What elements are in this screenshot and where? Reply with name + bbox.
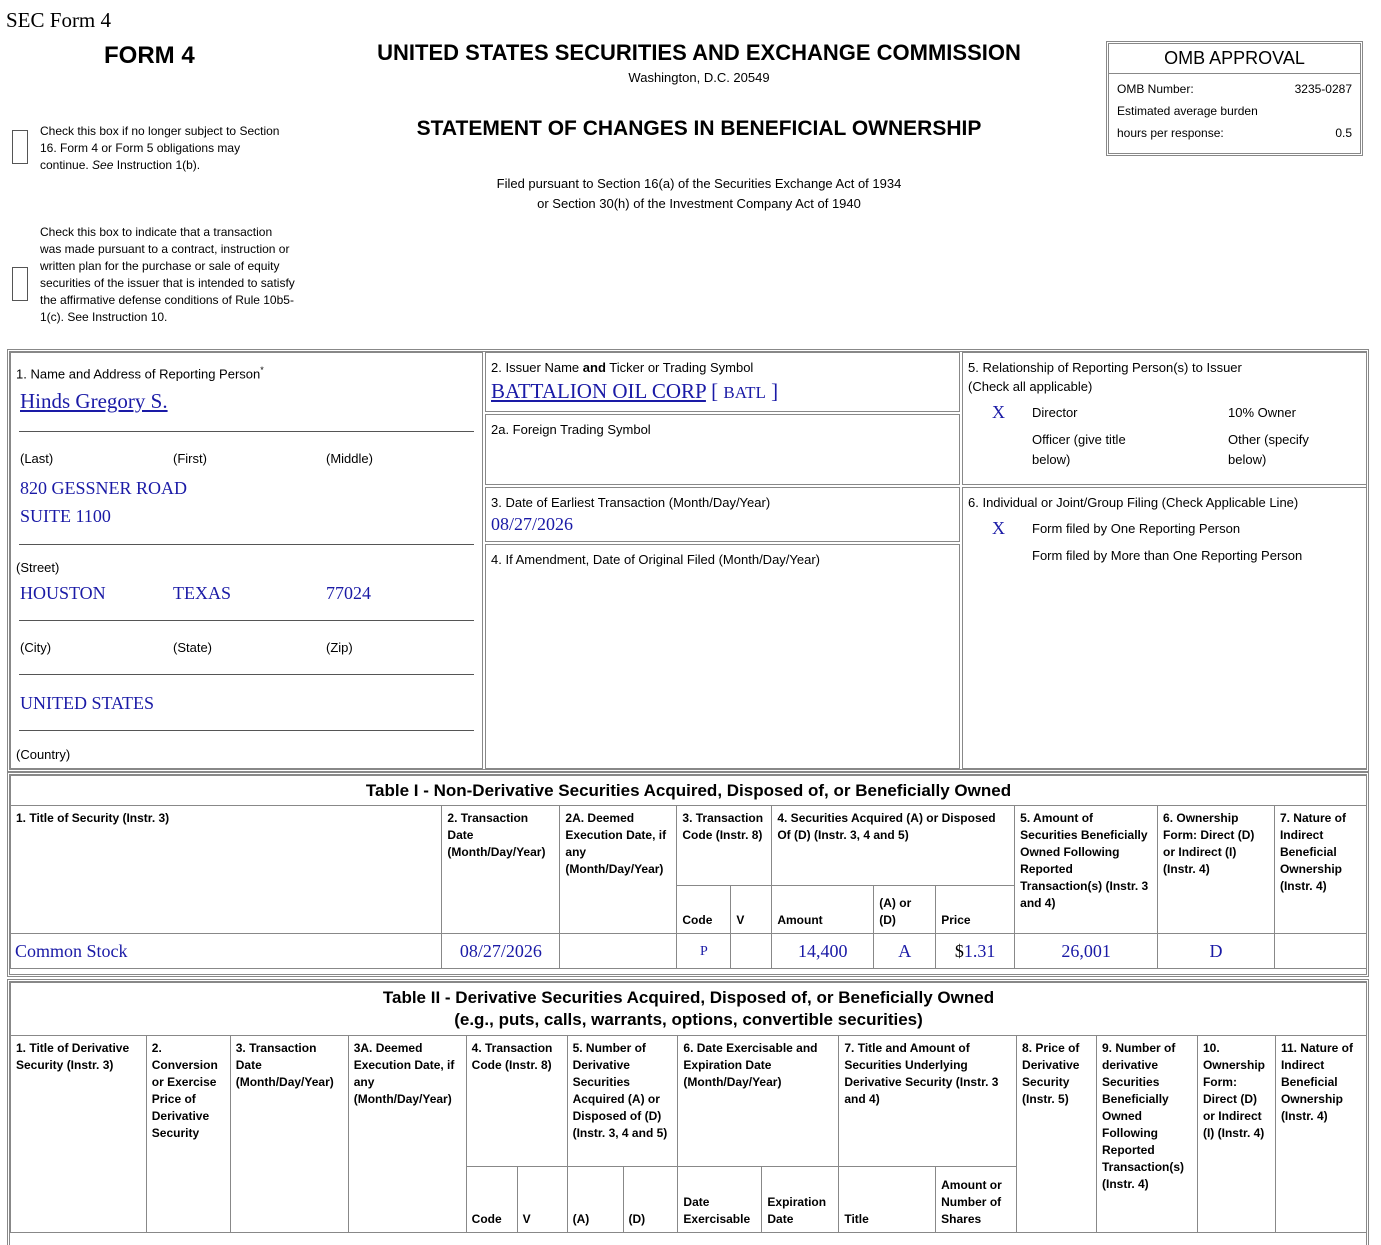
t1-h-securities: 4. Securities Acquired (A) or Disposed Of (D) (Instr. 3, 4 and 5): [772, 806, 1015, 886]
box2a-foreign-symbol: [485, 414, 960, 485]
t2-h-code: 4. Transaction Code (Instr. 8): [466, 1036, 567, 1167]
filed-pursuant-line-1: Filed pursuant to Section 16(a) of the Securities Exchange Act of 1934: [496, 176, 902, 191]
t2-h-title-sub: Title: [839, 1167, 936, 1233]
section16-text: Check this box if no longer subject to Section 16. Form 4 or Form 5 obligations may continue. See Instruction 1(b).: [40, 124, 280, 172]
table2-title: Table II - Derivative Securities Acquired, Disposed of, or Beneficially Owned (e.g., puts, calls, warrants, options, convertible securities): [11, 983, 1367, 1036]
filed-pursuant-line-2: or Section 30(h) of the Investment Company Act of 1940: [537, 196, 861, 211]
ten-percent-owner-label: 10% Owner: [1228, 405, 1296, 420]
t1-security-title: Common Stock: [11, 934, 442, 969]
other-label-1: Other (specify: [1228, 432, 1309, 447]
omb-title: OMB APPROVAL: [1109, 44, 1360, 74]
middle-label: (Middle): [326, 451, 373, 466]
t1-nature: [1274, 934, 1366, 969]
t1-aord: A: [874, 934, 936, 969]
box3-label: 3. Date of Earliest Transaction (Month/Day/Year): [491, 495, 771, 510]
one-person-label: Form filed by One Reporting Person: [1032, 521, 1241, 536]
street-line-2: SUITE 1100: [20, 506, 111, 526]
t2-h-expiration-sub: Expiration Date: [762, 1167, 839, 1233]
box2-issuer: [485, 352, 960, 412]
city-value: HOUSTON: [20, 583, 106, 603]
rule10b5-text: Check this box to indicate that a transaction was made pursuant to a contract, instruction or written plan for the purchase or sale of equity securities of the issuer that is intended to satisfy the affirmative defense conditions of Rule 10b5-1(c). See Instruction 10.: [40, 225, 295, 324]
sec-form-label: SEC Form 4: [6, 8, 112, 32]
t2-h-underlying: 7. Title and Amount of Securities Underlying Derivative Security (Instr. 3 and 4): [839, 1036, 1017, 1167]
box6-label: 6. Individual or Joint/Group Filing (Check Applicable Line): [968, 495, 1299, 510]
t1-transaction-date: 08/27/2026: [442, 934, 560, 969]
box2-label: 2. Issuer Name and Ticker or Trading Symbol: [491, 360, 754, 375]
director-mark: X: [992, 402, 1005, 422]
box6-filing-type: [962, 487, 1367, 769]
t2-h-v-sub: V: [517, 1167, 567, 1233]
other-label-2: below): [1228, 452, 1267, 467]
t2-h-title: 1. Title of Derivative Security (Instr. 3): [11, 1036, 147, 1233]
t1-h-amount-sub: Amount: [772, 886, 874, 934]
last-label: (Last): [20, 451, 54, 466]
t2-h-deemed: 3A. Deemed Execution Date, if any (Month/Day/Year): [348, 1036, 466, 1233]
t1-v: [731, 934, 772, 969]
country-value: UNITED STATES: [20, 693, 155, 713]
t2-h-exercisable: 6. Date Exercisable and Expiration Date (Month/Day/Year): [678, 1036, 839, 1167]
t1-h-form: 6. Ownership Form: Direct (D) or Indirect (I) (Instr. 4): [1158, 806, 1275, 934]
country-label: (Country): [16, 747, 71, 762]
t1-h-title: 1. Title of Security (Instr. 3): [11, 806, 442, 934]
t2-h-nature: 11. Nature of Indirect Beneficial Ownership (Instr. 4): [1275, 1036, 1366, 1233]
t1-h-code-sub: Code: [677, 886, 731, 934]
street-label: (Street): [16, 560, 60, 575]
box1-reporting-person: [10, 352, 483, 769]
officer-label-1: Officer (give title: [1032, 432, 1126, 447]
t1-h-aord-sub: (A) or (D): [874, 886, 936, 934]
t2-h-number: 5. Number of Derivative Securities Acquired (A) or Disposed of (D) (Instr. 3, 4 and 5): [567, 1036, 678, 1167]
table1-non-derivative: [10, 775, 1367, 969]
omb-number-label: OMB Number:: [1117, 82, 1194, 96]
t1-h-owned: 5. Amount of Securities Beneficially Owned Following Reported Transaction(s) (Instr. 3 and 4): [1015, 806, 1158, 934]
t1-h-price-sub: Price: [936, 886, 1015, 934]
t1-owned-following: 26,001: [1015, 934, 1158, 969]
box5-relationship: [962, 352, 1367, 485]
ticker-link[interactable]: BATL: [723, 383, 766, 402]
t1-code: P: [677, 934, 731, 969]
agency-address: Washington, D.C. 20549: [628, 70, 770, 85]
t2-h-d-sub: (D): [623, 1167, 678, 1233]
reporting-person-name-link[interactable]: Hinds Gregory S.: [20, 389, 168, 413]
t2-h-date-exercisable-sub: Date Exercisable: [678, 1167, 762, 1233]
t2-h-date: 3. Transaction Date (Month/Day/Year): [230, 1036, 348, 1233]
omb-burden-label: Estimated average burden: [1117, 104, 1258, 118]
agency-name: UNITED STATES SECURITIES AND EXCHANGE COMMISSION: [377, 40, 1021, 65]
state-value: TEXAS: [173, 583, 231, 603]
city-label: (City): [20, 640, 52, 655]
statement-title: STATEMENT OF CHANGES IN BENEFICIAL OWNERSHIP: [416, 117, 982, 140]
rule10b5-checkbox[interactable]: [12, 267, 28, 301]
omb-approval-box: [1106, 41, 1363, 156]
box3-earliest-date: [485, 487, 960, 542]
one-person-mark: X: [992, 518, 1005, 538]
t1-h-code: 3. Transaction Code (Instr. 8): [677, 806, 772, 886]
t2-h-form: 10. Ownership Form: Direct (D) or Indirect (I) (Instr. 4): [1197, 1036, 1275, 1233]
t2-h-code-sub: Code: [466, 1167, 517, 1233]
box5-sublabel: (Check all applicable): [968, 379, 1093, 394]
officer-label-2: below): [1032, 452, 1071, 467]
omb-hours-value: 0.5: [1335, 126, 1352, 140]
first-label: (First): [173, 451, 207, 466]
t1-h-deemed: 2A. Deemed Execution Date, if any (Month/Day/Year): [560, 806, 677, 934]
t1-ownership-form: D: [1158, 934, 1275, 969]
box2a-label: 2a. Foreign Trading Symbol: [491, 422, 651, 437]
section16-checkbox[interactable]: [12, 130, 28, 164]
state-label: (State): [173, 640, 213, 655]
t2-h-amount-shares-sub: Amount or Number of Shares: [936, 1167, 1017, 1233]
box5-label: 5. Relationship of Reporting Person(s) to Issuer: [968, 360, 1242, 375]
t2-h-owned: 9. Number of derivative Securities Beneficially Owned Following Reported Transaction(s) (Instr. 4): [1097, 1036, 1198, 1233]
table2-derivative: [10, 982, 1367, 1233]
zip-label: (Zip): [326, 640, 353, 655]
table-row: [11, 934, 1367, 969]
t1-price: $1.31: [936, 934, 1015, 969]
box4-amendment: [485, 544, 960, 769]
street-line-1: 820 GESSNER ROAD: [20, 478, 188, 498]
t2-h-price: 8. Price of Derivative Security (Instr. 5): [1017, 1036, 1097, 1233]
zip-value: 77024: [326, 583, 371, 603]
box4-label: 4. If Amendment, Date of Original Filed (Month/Day/Year): [491, 552, 821, 567]
omb-number-value: 3235-0287: [1294, 82, 1352, 96]
box1-label: 1. Name and Address of Reporting Person*: [16, 365, 264, 382]
t1-deemed-date: [560, 934, 677, 969]
omb-hours-label: hours per response:: [1117, 126, 1224, 140]
t1-amount: 14,400: [772, 934, 874, 969]
table1-title: Table I - Non-Derivative Securities Acquired, Disposed of, or Beneficially Owned: [11, 776, 1367, 806]
t2-h-a-sub: (A): [567, 1167, 623, 1233]
t1-h-nature: 7. Nature of Indirect Beneficial Ownership (Instr. 4): [1274, 806, 1366, 934]
director-label: Director: [1032, 405, 1078, 420]
more-persons-label: Form filed by More than One Reporting Person: [1032, 548, 1303, 563]
t2-h-conversion: 2. Conversion or Exercise Price of Derivative Security: [146, 1036, 230, 1233]
form-title: FORM 4: [104, 42, 195, 69]
t1-h-date: 2. Transaction Date (Month/Day/Year): [442, 806, 560, 934]
t1-h-v-sub: V: [731, 886, 772, 934]
issuer-line: BATTALION OIL CORP [ BATL ]: [491, 379, 779, 403]
earliest-transaction-date: 08/27/2026: [491, 514, 574, 534]
issuer-name-link[interactable]: BATTALION OIL CORP: [491, 379, 706, 403]
